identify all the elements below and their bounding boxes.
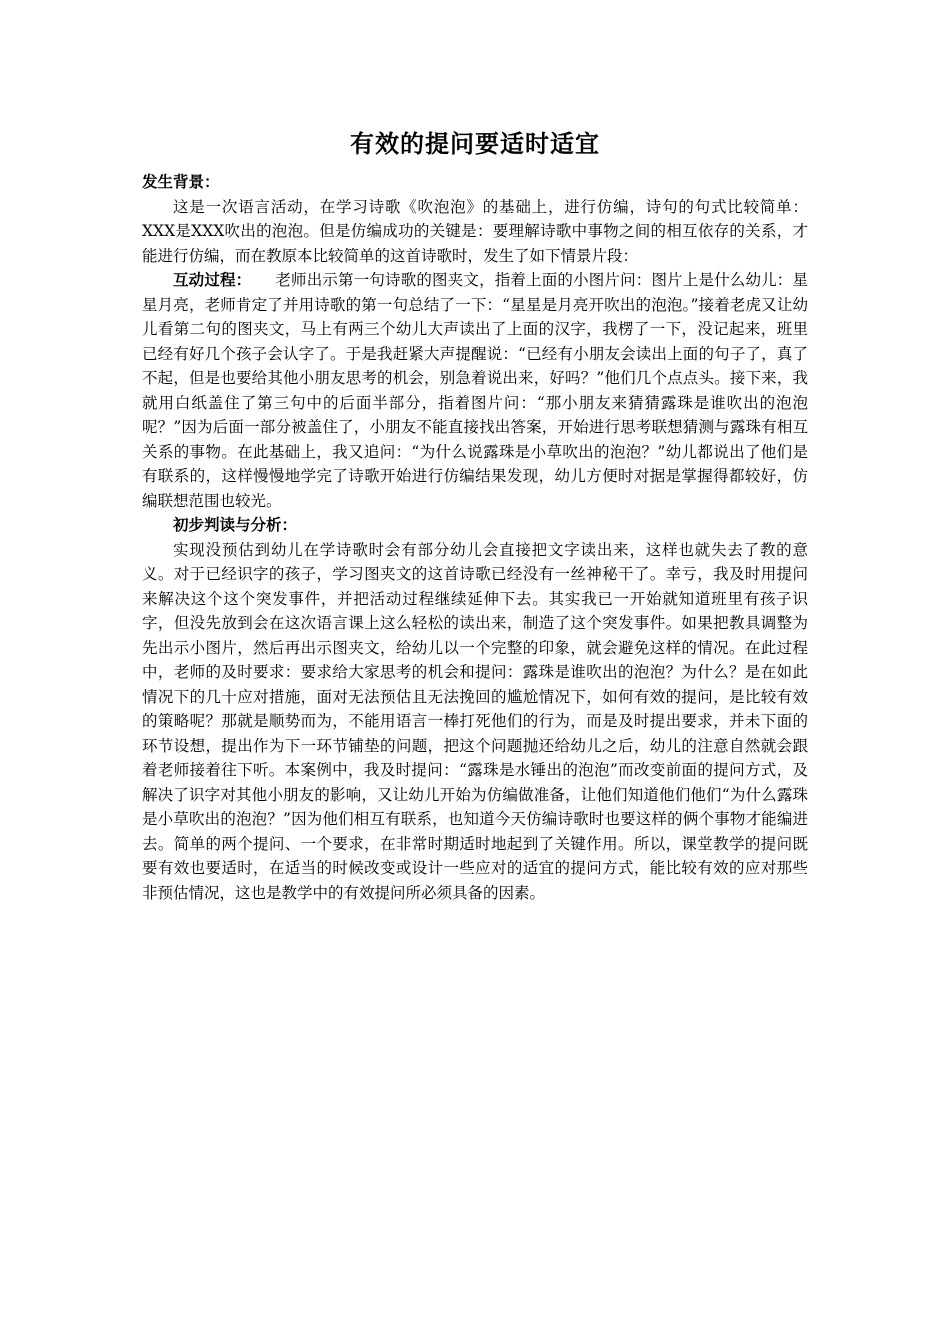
analysis-paragraph: 实现没预估到幼儿在学诗歌时会有部分幼儿会直接把文字读出来，这样也就失去了教的意义。对于已经识字的孩子，学习图夹文的这首诗歌已经没有一丝神秘干了。幸亏，我及时用提问来解决这个这个突发事件，并把活动过程继续延伸下去。其实我已一开始就知道班里有孩子识字，但没先放到会在这次语言课上这么轻松的读出来，制造了这个突发事件。如果把教具调整为先出示小图片，然后再出示图夹文，给幼儿以一个完整的印象，就会避免这样的情况。在此过程中，老师的及时要求：要求给大家思考的机会和提问：露珠是谁吹出的泡泡？为什么？是在如此情况下的几十应对措施，面对无法预估且无法挽回的尴尬情况下，如何有效的提问，是比较有效的策略呢？那就是顺势而为，不能用语言一棒打死他们的行为，而是及时提出要求，并未下面的环节设想，提出作为下一环节铺垫的问题，把这个问题抛还给幼儿之后，幼儿的注意自然就会跟着老师接着往下听。本案例中，我及时提问：“露珠是水锤出的泡泡”而改变前面的提问方式，及解决了识字对其他小朋友的影响，又让幼儿开始为仿编做准备，让他们知道他们他们“为什么露珠是小草吹出的泡泡？”因为他们相互有联系，也知道今天仿编诗歌时也要这样的俩个事物才能编进去。简单的两个提问、一个要求，在非常时期适时地起到了关键作用。所以，课堂教学的提问既要有效也要适时，在适当的时候改变或设计一些应对的适宜的提问方式，能比较有效的应对那些非预估情况，这也是教学中的有效提问所必须具备的因素。 — [142, 540, 808, 902]
process-text: 老师出示第一句诗歌的图夹文，指着上面的小图片问：图片上是什么幼儿：星星月亮，老师肯定了并用诗歌的第一句总结了一下：“星星是月亮开吹出的泡泡。”接着老虎又让幼儿看第二句的图夹文，马上有两三个幼儿大声读出了上面的汉字，我楞了一下，没记起来，班里已经有好几个孩子会认字了。于是我赶紧大声提醒说：“已经有小朋友会读出上面的句子了，真了不起，但是也要给其他小朋友思考的机会，别急着说出来，好吗？”他们几个点点头。接下来，我就用白纸盖住了第三句中的后面半部分，指着图片问：“那小朋友来猜猜露珠是谁吹出的泡泡呢？”因为后面一部分被盖住了，小朋友不能直接找出答案，开始进行思考联想猜测与露珠有相互关系的事物。在此基础上，我又追问：“为什么说露珠是小草吹出的泡泡？”幼儿都说出了他们是有联系的，这样慢慢地学完了诗歌开始进行仿编结果发现，幼儿方便时对据是掌握得都较好，仿编联想范围也较光。 — [142, 271, 808, 510]
background-heading: 发生背景： — [142, 172, 220, 191]
background-paragraph: 这是一次语言活动，在学习诗歌《吹泡泡》的基础上，进行仿编，诗句的句式比较简单：XXX是XXX吹出的泡泡。但是仿编成功的关键是：要理解诗歌中事物之间的相互依存的关系，才能进行仿编，而在教原本比较简单的这首诗歌时，发生了如下情景片段： — [142, 197, 808, 265]
process-heading: 互动过程： — [173, 270, 252, 289]
document-title: 有效的提问要适时适宜 — [350, 129, 600, 158]
document-page — [142, 128, 808, 905]
process-paragraph — [142, 268, 808, 513]
analysis-heading: 初步判读与分析： — [173, 515, 298, 534]
